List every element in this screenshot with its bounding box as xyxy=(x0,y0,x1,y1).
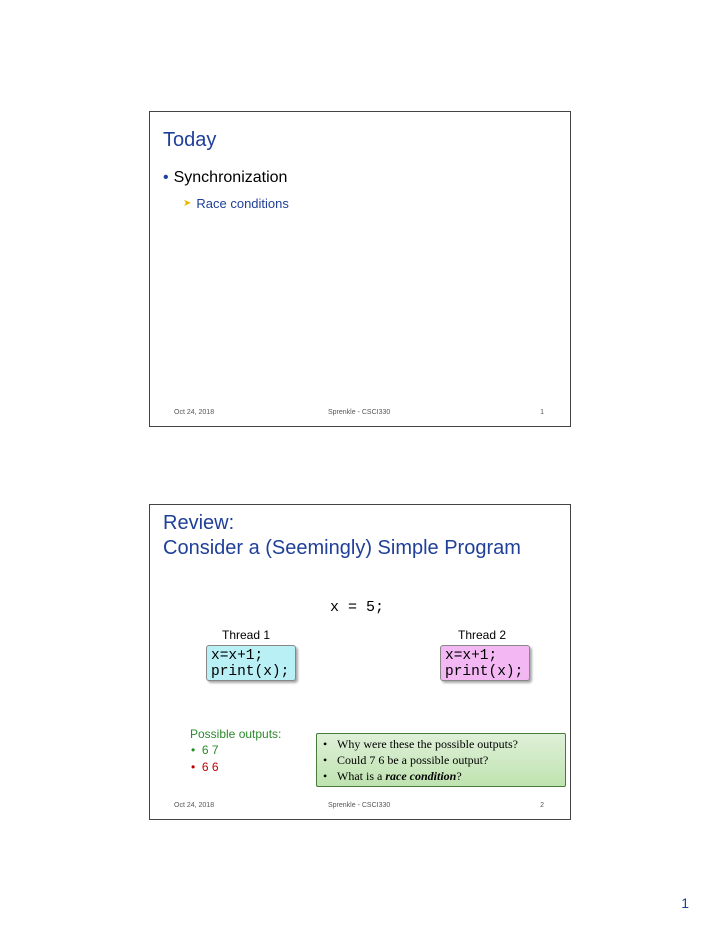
code-line: x=x+1; xyxy=(211,648,264,664)
slide-2 xyxy=(149,504,571,820)
page-number: 1 xyxy=(681,895,689,911)
footer-date: Oct 24, 2018 xyxy=(174,409,215,416)
question-item xyxy=(323,736,559,752)
sub-bullet-text: Race conditions xyxy=(196,196,289,211)
slide-title: Today xyxy=(163,129,217,151)
bullet-dot-icon: • xyxy=(323,753,328,767)
bullet-item xyxy=(163,169,287,187)
question-prefix: What is a xyxy=(337,769,386,783)
bullet-text: Synchronization xyxy=(173,169,288,186)
question-item xyxy=(323,768,559,784)
discussion-questions-box xyxy=(316,733,566,787)
output-text: 6 6 xyxy=(201,760,219,774)
sub-bullet-item xyxy=(183,196,289,211)
output-item xyxy=(191,743,219,757)
bullet-dot-icon: • xyxy=(323,737,328,751)
question-suffix: ? xyxy=(456,769,462,783)
bullet-dot-icon: • xyxy=(191,743,202,757)
footer-slide-number: 2 xyxy=(540,802,544,809)
footer-date: Oct 24, 2018 xyxy=(174,802,215,809)
bullet-dot-icon: • xyxy=(163,169,169,186)
code-line: print(x); xyxy=(211,664,290,680)
output-text: 6 7 xyxy=(201,743,219,757)
title-line-1: Review: xyxy=(163,512,235,534)
thread-2-code-box xyxy=(440,645,530,681)
footer-author: Sprenkle - CSCI330 xyxy=(328,802,391,809)
bullet-dot-icon: • xyxy=(191,760,202,774)
title-line-2: Consider a (Seemingly) Simple Program xyxy=(163,537,521,559)
output-item xyxy=(191,760,219,774)
bullet-dot-icon: • xyxy=(323,769,328,783)
thread-2-label: Thread 2 xyxy=(458,628,507,642)
code-line: x=x+1; xyxy=(445,648,498,664)
question-text: Why were these the possible outputs? xyxy=(337,737,518,751)
question-item xyxy=(323,752,559,768)
shared-assignment: x = 5; xyxy=(330,599,385,616)
footer-slide-number: 1 xyxy=(540,409,544,416)
code-line: print(x); xyxy=(445,664,524,680)
question-text: Could 7 6 be a possible output? xyxy=(337,753,489,767)
thread-1-code-box xyxy=(206,645,296,681)
slide-1 xyxy=(149,111,571,427)
possible-outputs-title: Possible outputs: xyxy=(190,727,282,741)
arrow-bullet-icon: ➤ xyxy=(183,198,192,209)
slide-title xyxy=(163,511,521,561)
question-text xyxy=(337,768,462,784)
thread-1-label: Thread 1 xyxy=(222,628,271,642)
race-condition-term: race condition xyxy=(385,769,457,783)
footer-author: Sprenkle - CSCI330 xyxy=(328,409,391,416)
